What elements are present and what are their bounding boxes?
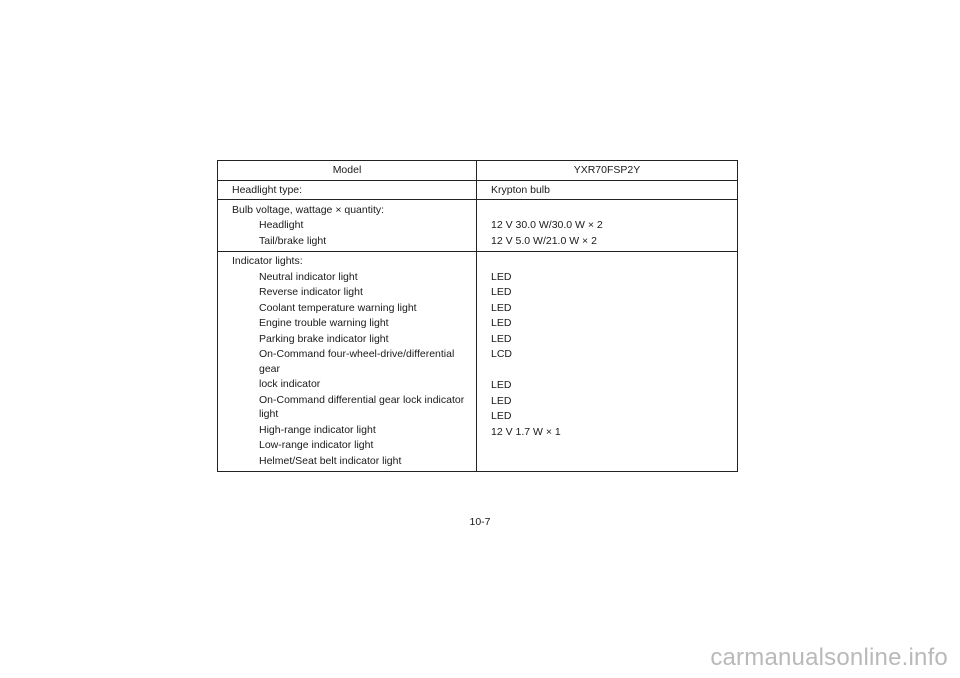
indicator-reverse-value: LED — [491, 286, 512, 298]
indicator-coolant-label: Coolant temperature warning light — [259, 301, 417, 314]
table-group-bulb — [218, 199, 737, 251]
bulb-group-label: Bulb voltage, wattage × quantity: — [232, 203, 385, 216]
table-row-headlight-type — [218, 181, 737, 200]
indicator-neutral-label: Neutral indicator light — [259, 270, 358, 283]
indicator-parking-brake-label: Parking brake indicator light — [259, 332, 389, 345]
headlight-type-label: Headlight type: — [218, 181, 477, 200]
indicator-diff-lock-value: LED — [491, 379, 512, 391]
header-model-label: Model — [218, 161, 477, 180]
header-model-value: YXR70FSP2Y — [573, 164, 641, 176]
indicator-low-range-value: LED — [491, 410, 512, 422]
bulb-headlight-value: 12 V 30.0 W/30.0 W × 2 — [491, 219, 603, 231]
table-group-indicators — [218, 251, 737, 471]
bulb-headlight-label: Headlight — [259, 219, 304, 231]
indicator-neutral-value: LED — [491, 270, 512, 283]
bulb-tail-brake-label: Tail/brake light — [259, 234, 327, 247]
bulb-tail-brake-value: 12 V 5.0 W/21.0 W × 2 — [491, 234, 597, 247]
indicator-on-command-4wd-value: LCD — [491, 348, 513, 360]
indicator-helmet-seatbelt-label: Helmet/Seat belt indicator light — [259, 454, 402, 467]
indicator-engine-trouble-value: LED — [491, 317, 512, 329]
indicator-on-command-4wd-label-2: lock indicator — [259, 378, 321, 390]
page-number: 10-7 — [469, 516, 491, 528]
indicator-diff-lock-label: On-Command differential gear lock indicator light — [259, 393, 465, 420]
indicator-reverse-label: Reverse indicator light — [259, 286, 363, 298]
indicator-coolant-value: LED — [491, 301, 512, 314]
spec-table — [217, 160, 738, 472]
indicator-high-range-value: LED — [491, 394, 512, 407]
table-header-row — [218, 161, 737, 181]
indicator-group-label: Indicator lights: — [232, 255, 303, 267]
indicator-low-range-label: Low-range indicator light — [259, 439, 374, 451]
indicator-parking-brake-value: LED — [491, 332, 512, 345]
indicator-on-command-4wd-label-1: On-Command four-wheel-drive/differential gear — [259, 348, 455, 375]
watermark: carmanualsonline.info — [710, 644, 948, 671]
indicator-helmet-seatbelt-value: 12 V 1.7 W × 1 — [491, 425, 561, 438]
headlight-type-value: Krypton bulb — [491, 183, 550, 196]
indicator-engine-trouble-label: Engine trouble warning light — [259, 317, 389, 329]
indicator-high-range-label: High-range indicator light — [259, 423, 376, 436]
